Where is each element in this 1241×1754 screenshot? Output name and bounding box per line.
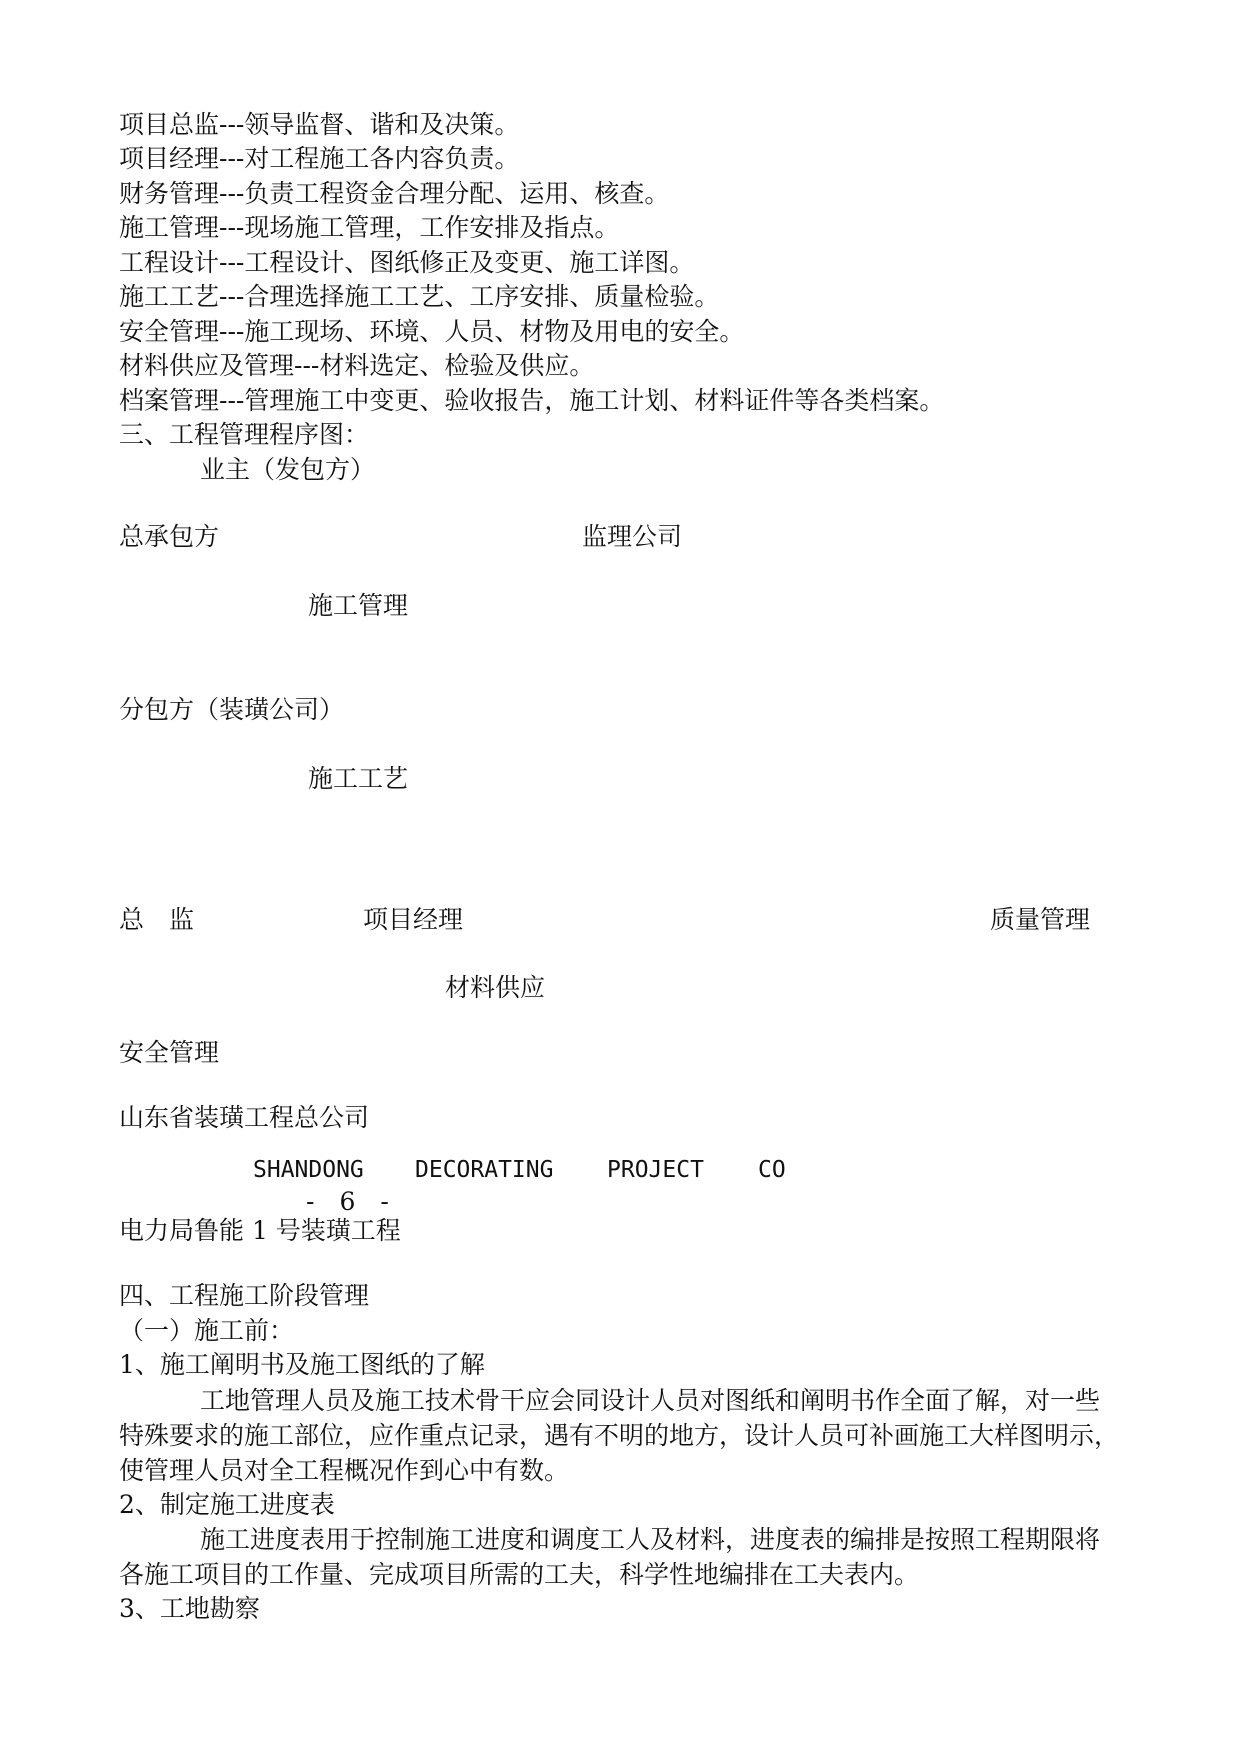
project-title-header: 电力局鲁能 1 号装璜工程: [119, 1216, 401, 1245]
footer-company-en-word: CO: [758, 1157, 786, 1183]
role-line-pm: 项目经理---对工程施工各内容负责。: [119, 144, 520, 173]
item1-paragraph: [119, 1383, 1119, 1488]
footer-company-en-word: DECORATING: [415, 1157, 554, 1183]
footer-company-en-word: SHANDONG: [253, 1157, 364, 1183]
diagram-subcontractor: 分包方（装璜公司）: [119, 695, 345, 724]
item2-paragraph: [119, 1522, 1119, 1592]
role-line-chief: 项目总监---领导监督、谐和及决策。: [119, 110, 520, 139]
diagram-owner: 业主（发包方）: [200, 455, 376, 484]
item2-title: 2、制定施工进度表: [119, 1490, 335, 1519]
item1-body: 工地管理人员及施工技术骨干应会同设计人员对图纸和阐明书作全面了解，对一些特殊要求的施工部位，应作重点记录，遇有不明的地方，设计人员可补画施工大样图明示，使管理人员对全工程概况作到心中有数。: [119, 1386, 1120, 1485]
diagram-construction-process: 施工工艺: [308, 764, 409, 793]
role-line-safety: 安全管理---施工现场、环境、人员、材物及用电的安全。: [119, 317, 745, 346]
role-line-materials: 材料供应及管理---材料选定、检验及供应。: [119, 351, 595, 380]
diagram-project-manager: 项目经理: [363, 905, 464, 934]
diagram-quality-management: 质量管理: [990, 905, 1091, 934]
role-line-finance: 财务管理---负责工程资金合理分配、运用、核查。: [119, 179, 670, 208]
role-line-archives: 档案管理---管理施工中变更、验收报告，施工计划、材料证件等各类档案。: [119, 386, 945, 415]
item2-body: 施工进度表用于控制施工进度和调度工人及材料，进度表的编排是按照工程期限将各施工项目的工作量、完成项目所需的工夫，科学性地编排在工夫表内。: [119, 1525, 1101, 1589]
footer-company-cn: 山东省装璜工程总公司: [119, 1103, 370, 1132]
role-line-design: 工程设计---工程设计、图纸修正及变更、施工详图。: [119, 248, 695, 277]
section4-title: 四、工程施工阶段管理: [119, 1281, 370, 1310]
item3-title: 3、工地勘察: [119, 1594, 260, 1623]
diagram-construction-management: 施工管理: [308, 591, 409, 620]
diagram-general-contractor: 总承包方: [119, 522, 220, 551]
diagram-chief-supervisor: 总 监: [119, 905, 195, 934]
role-line-process: 施工工艺---合理选择施工工艺、工序安排、质量检验。: [119, 282, 720, 311]
section4-subtitle: （一）施工前：: [119, 1316, 295, 1345]
item1-title: 1、施工阐明书及施工图纸的了解: [119, 1350, 485, 1379]
diagram-safety-management: 安全管理: [119, 1038, 220, 1067]
section3-title: 三、工程管理程序图：: [119, 420, 370, 449]
role-line-construction: 施工管理---现场施工管理，工作安排及指点。: [119, 213, 620, 242]
diagram-supervision-company: 监理公司: [582, 522, 683, 551]
footer-company-en-word: PROJECT: [607, 1157, 704, 1183]
page-number: - 6 -: [306, 1187, 389, 1216]
diagram-material-supply: 材料供应: [445, 973, 546, 1002]
